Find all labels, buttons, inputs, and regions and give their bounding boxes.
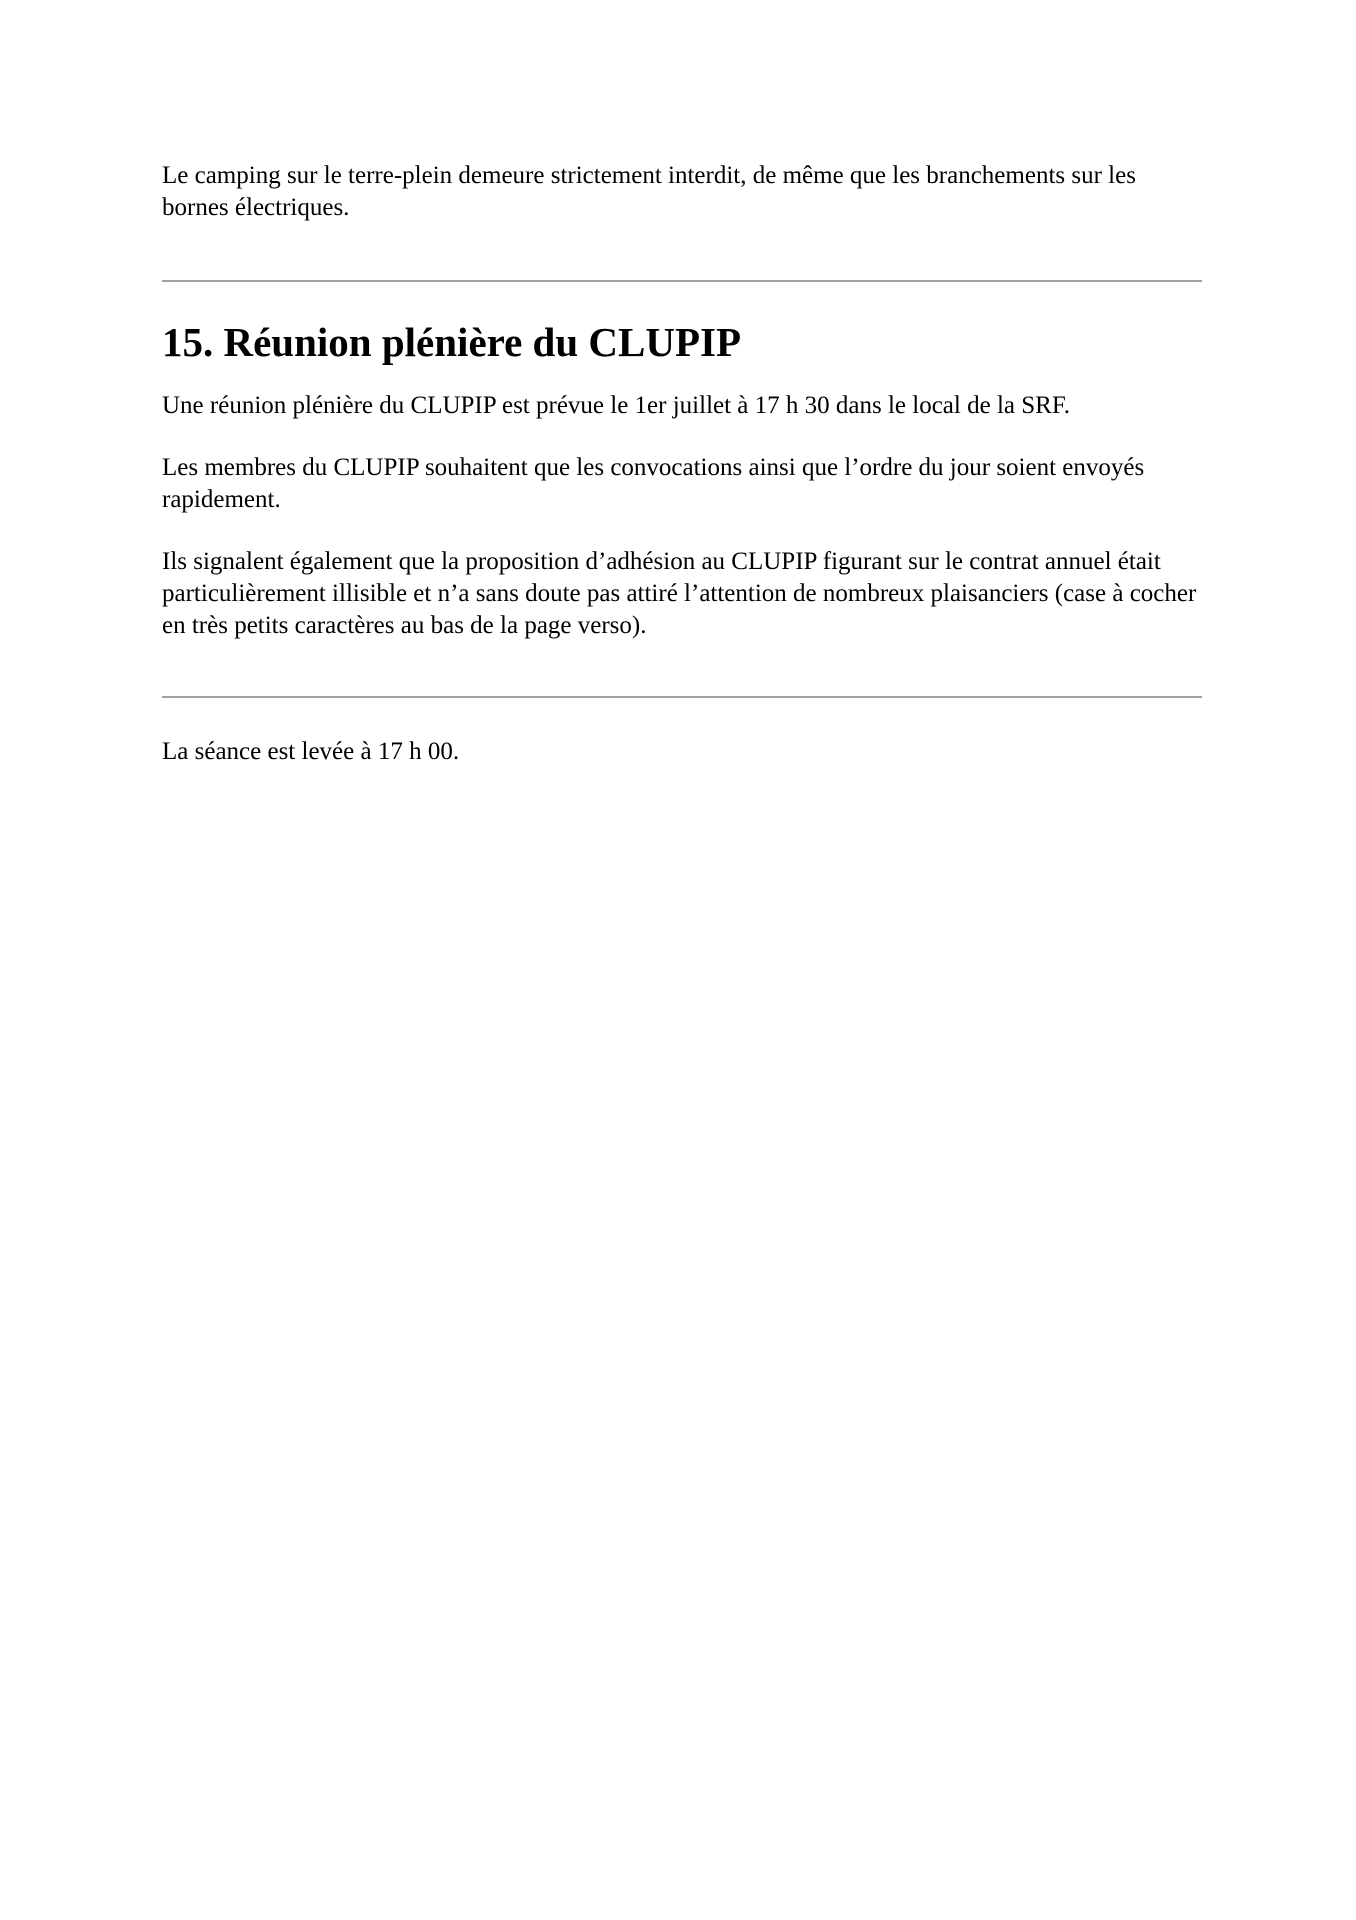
section-heading: 15. Réunion plénière du CLUPIP: [162, 319, 742, 365]
page-content: [162, 160, 1202, 768]
section-paragraph-2: Les membres du CLUPIP souhaitent que les convocations ainsi que l’ordre du jour soient envoyés rapidement.: [162, 454, 1145, 513]
intro-paragraph: Le camping sur le terre-plein demeure strictement interdit, de même que les branchements sur les bornes électriques.: [162, 162, 1136, 221]
section-paragraph-1: Une réunion plénière du CLUPIP est prévue le 1er juillet à 17 h 30 dans le local de la SRF.: [162, 392, 1070, 419]
section-divider-bottom: [162, 696, 1202, 698]
closing-paragraph: La séance est levée à 17 h 00.: [162, 738, 460, 765]
section-divider-top: [162, 280, 1202, 282]
section-paragraph-3: Ils signalent également que la proposition d’adhésion au CLUPIP figurant sur le contrat annuel était particulièrement illisible et n’a sans doute pas attiré l’attention de nombreux plaisanciers (case à cocher en très petits caractères au bas de la page verso).: [162, 548, 1197, 639]
